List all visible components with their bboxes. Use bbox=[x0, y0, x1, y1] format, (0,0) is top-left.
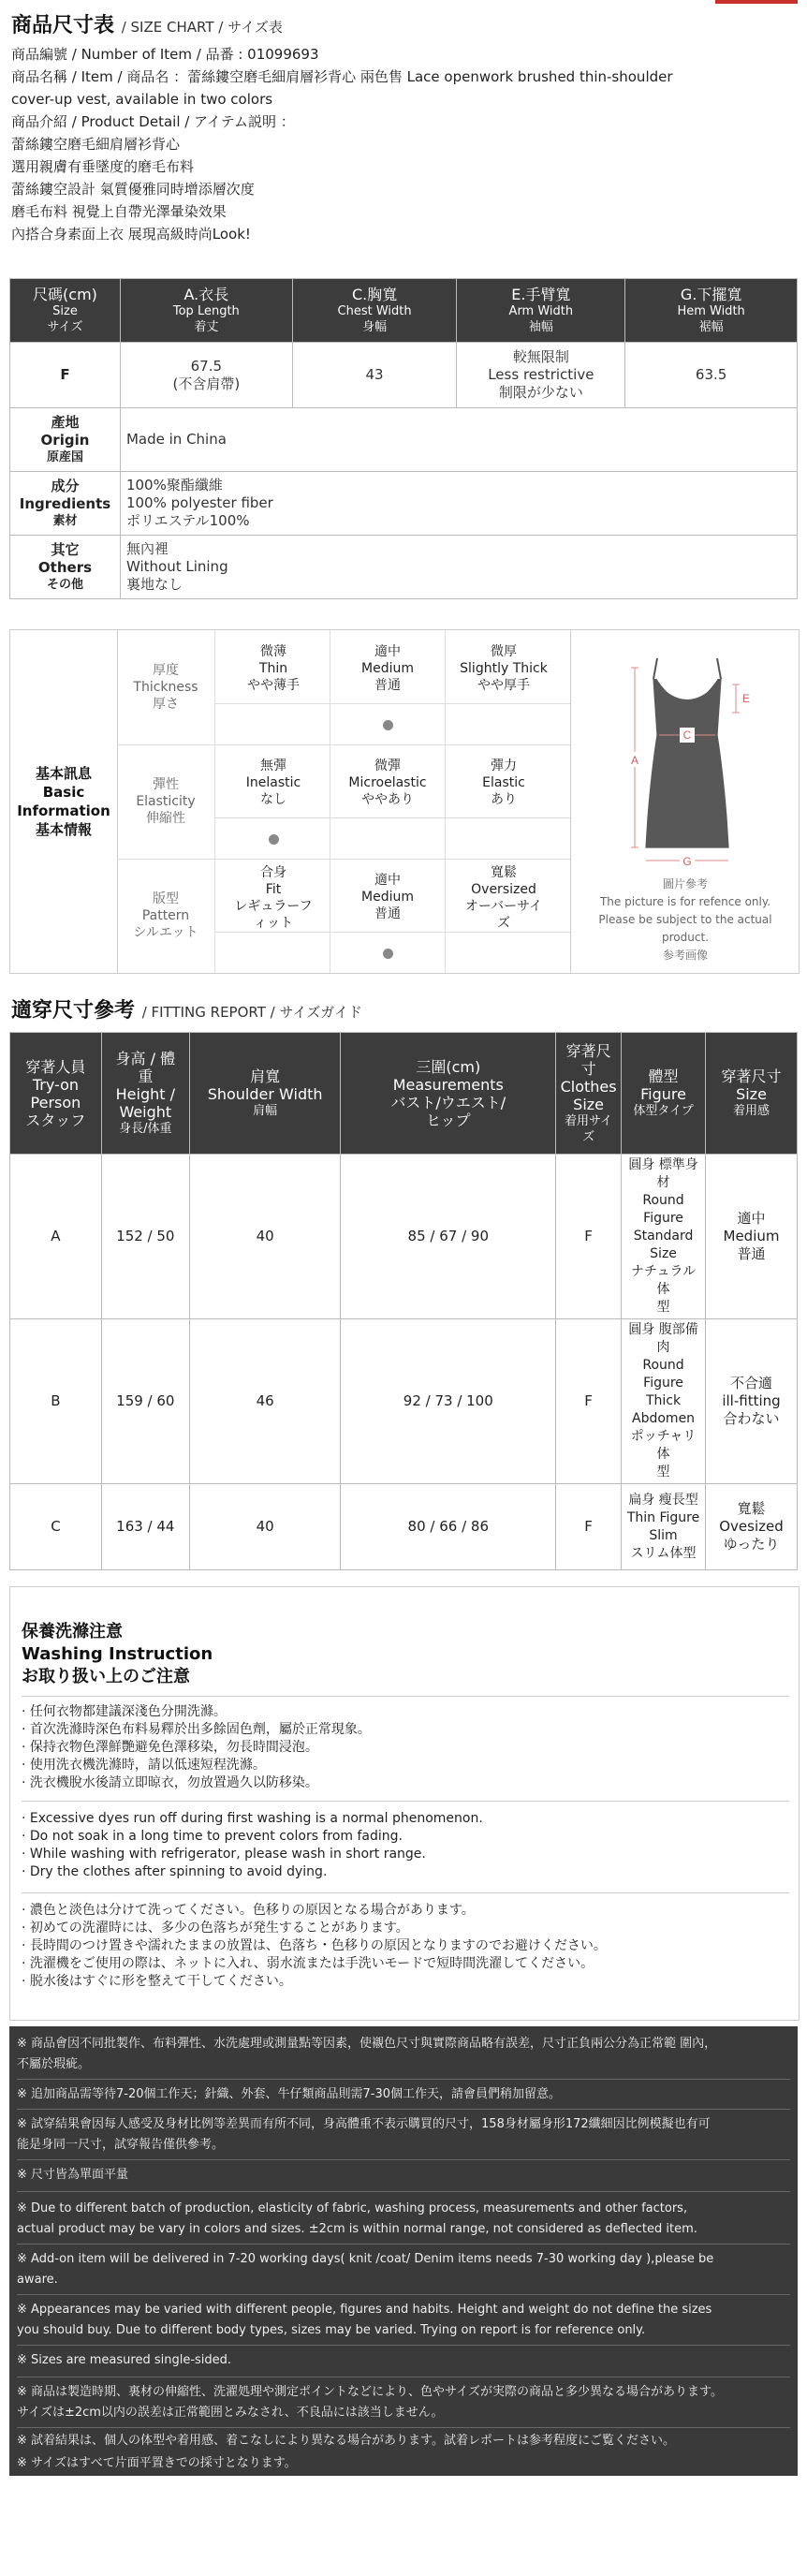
basic-info-panel bbox=[9, 629, 800, 974]
tank-dress-icon bbox=[571, 630, 800, 874]
header-chest: C.胸寬 Chest Width 身幅 bbox=[292, 279, 457, 343]
product-detail-label: 商品介紹 / Product Detail / アイテム説明 ： bbox=[11, 113, 295, 130]
fitting-row bbox=[10, 1319, 798, 1484]
divider bbox=[117, 744, 570, 745]
divider bbox=[214, 630, 215, 973]
product-info bbox=[11, 43, 798, 245]
header-fit: 穿著尺寸 Size 着用感 bbox=[706, 1033, 798, 1155]
arm-value: 較無限制 Less restrictive 制限が少ない bbox=[457, 343, 625, 408]
figure-type: 圓身 腹部備 肉 Round Figure Thick Abdomen ポッチャリ体 型 bbox=[622, 1319, 706, 1484]
divider bbox=[17, 2191, 790, 2192]
note-line: actual product may be vary in colors and sizes. ±2cm is within normal range, not considered as deflected item. bbox=[17, 2222, 697, 2236]
thickness-option-thick: 微厚 Slightly Thick やや厚手 bbox=[460, 644, 548, 693]
fit-result: 不合適 ill-fitting 合わない bbox=[706, 1319, 798, 1484]
header-length: A.衣長 Top Length 着丈 bbox=[120, 279, 292, 343]
divider bbox=[17, 2427, 790, 2428]
measurements: 92 / 73 / 100 bbox=[341, 1319, 556, 1484]
ingredients-value: 100%聚酯纖維 100% polyester fiber ポリエステル100% bbox=[120, 472, 797, 536]
person-b: B bbox=[10, 1319, 102, 1484]
shoulder-width: 46 bbox=[189, 1319, 341, 1484]
fitting-table bbox=[9, 1032, 798, 1570]
divider bbox=[22, 1696, 789, 1697]
pattern-option-oversized: 寬鬆 Oversized オーバーサイ ズ bbox=[464, 865, 543, 931]
note-line: ※ 商品は製造時期、裏材の伸縮性、洗濯処理や測定ポイントなどにより、色やサイズが実際の商品と多少異なる場合があります。 bbox=[17, 2385, 723, 2399]
ingredients-row bbox=[10, 472, 798, 536]
fitting-title bbox=[11, 994, 362, 1023]
figure-caption: 圖片參考 The picture is for refence only. Please be subject to the actual product. 参考画像 bbox=[598, 877, 772, 962]
measurements: 80 / 66 / 86 bbox=[341, 1484, 556, 1570]
fitting-row bbox=[10, 1155, 798, 1319]
ingredients-label: 成分 Ingredients 素材 bbox=[10, 472, 121, 536]
basic-info-heading: 基本訊息 Basic Information 基本情報 bbox=[17, 765, 110, 838]
divider bbox=[17, 2244, 790, 2245]
person-a: A bbox=[10, 1155, 102, 1319]
product-detail-line: 蕾絲鏤空磨毛細肩層衫背心 bbox=[11, 136, 181, 153]
divider bbox=[22, 1801, 789, 1802]
elasticity-label: 彈性 Elasticity 伸縮性 bbox=[136, 777, 196, 826]
measurements: 85 / 67 / 90 bbox=[341, 1155, 556, 1319]
item-number: 商品編號 / Number of Item / 品番 : 01099693 bbox=[11, 46, 319, 63]
person-c: C bbox=[10, 1484, 102, 1570]
origin-value: Made in China bbox=[120, 408, 797, 472]
divider bbox=[17, 2345, 790, 2346]
note-line: you should buy. Due to different body types, sizes may be varied. Trying on report is for reference only. bbox=[17, 2323, 646, 2337]
divider bbox=[214, 932, 570, 933]
page-subtitle: / SIZE CHART / サイズ表 bbox=[121, 19, 283, 36]
pattern-option-fit: 合身 Fit レギュラーフ ィット bbox=[234, 865, 313, 931]
thickness-option-thin: 微薄 Thin やや薄手 bbox=[247, 644, 300, 693]
selected-dot bbox=[383, 949, 393, 959]
divider bbox=[17, 2294, 790, 2295]
note-line: aware. bbox=[17, 2273, 58, 2287]
header-measurements: 三圍(cm) Measurements バスト/ウエスト/ ヒップ bbox=[341, 1033, 556, 1155]
note-line: ※ サイズはすべて片面平置きでの採寸となります。 bbox=[17, 2456, 297, 2470]
others-value: 無內裡 Without Lining 裏地なし bbox=[120, 536, 797, 599]
size-table bbox=[9, 278, 798, 599]
divider bbox=[22, 1892, 789, 1893]
label-g: G bbox=[682, 855, 692, 868]
washing-ja: · 濃色と淡色は分けて洗ってください。色移りの原因となる場合があります。 · 初めての洗濯時には、多少の色落ちが発生することがあります。 · 長時間のつけ置きや濡れたままの放置は、色落ち・色移りの原因となりますのでお避けください。 · 洗濯機をご使用の際は、ネットに入れ、弱水流または手洗いモードで短時間洗濯してください。 · 脱水後はすぐに形を整えて干してください。 bbox=[22, 1903, 607, 1989]
length-value: 67.5 (不含肩帶) bbox=[120, 343, 292, 408]
washing-en: · Excessive dyes run off during first washing is a normal phenomenon. · Do not soak in a long time to prevent colors from fading. · While washing with refrigerator, please wash in short range. · Dry the clothes after spinning to avoid dying. bbox=[22, 1811, 483, 1879]
note-line: ※ 商品會因不同批製作、布料彈性、水洗處理或測量點等因素，使襯色尺寸與實際商品略有誤差，尺寸正負兩公分為正常範 圍內， bbox=[17, 2037, 717, 2051]
note-line: サイズは±2cm以内の誤差は正常範囲とみなされ、不良品には該当しません。 bbox=[17, 2406, 444, 2420]
divider bbox=[17, 2159, 790, 2160]
notes-panel bbox=[9, 2026, 798, 2476]
page-title-text: 商品尺寸表 bbox=[11, 14, 115, 37]
note-line: ※ Due to different batch of production, elasticity of fabric, washing process, measurements and other factors, bbox=[17, 2201, 688, 2215]
fitting-row bbox=[10, 1484, 798, 1570]
top-accent-bar bbox=[715, 0, 798, 4]
pattern-option-medium: 適中 Medium 普通 bbox=[361, 873, 414, 921]
divider bbox=[445, 630, 446, 973]
page-title bbox=[11, 9, 283, 38]
header-height-weight: 身高 / 體 重 Height / Weight 身長/体重 bbox=[101, 1033, 189, 1155]
size-value: F bbox=[10, 343, 121, 408]
product-detail-line: 磨毛布料 視覺上自帶光澤暈染效果 bbox=[11, 203, 227, 220]
thickness-label: 厚度 Thickness 厚さ bbox=[133, 663, 198, 712]
hem-value: 63.5 bbox=[625, 343, 798, 408]
elasticity-option-elastic: 彈力 Elastic あり bbox=[482, 758, 525, 807]
header-arm: E.手臂寬 Arm Width 袖幅 bbox=[457, 279, 625, 343]
others-row bbox=[10, 536, 798, 599]
header-figure: 體型 Figure 体型タイプ bbox=[622, 1033, 706, 1155]
height-weight: 152 / 50 bbox=[101, 1155, 189, 1319]
washing-zh: · 任何衣物都建議深淺色分開洗滌。 · 首次洗滌時深色布料易釋於出多餘固色劑，屬於正常現象。 · 保持衣物色澤鮮艷避免色澤移染，勿長時間浸泡。 · 使用洗衣機洗滌時，請以低速短程洗滌。 · 洗衣機脫水後請立即晾衣，勿放置過久以防移染。 bbox=[22, 1704, 371, 1790]
fitting-subtitle: / FITTING REPORT / サイズガイド bbox=[141, 1004, 362, 1021]
divider bbox=[17, 2079, 790, 2080]
height-weight: 159 / 60 bbox=[101, 1319, 189, 1484]
fitting-title-text: 適穿尺寸參考 bbox=[11, 999, 136, 1023]
note-line: ※ 追加商品需等待7-20個工作天；針織、外套、牛仔類商品則需7-30個工作天，請會員們稍加留意。 bbox=[17, 2087, 562, 2101]
size-row bbox=[10, 343, 798, 408]
divider bbox=[117, 859, 570, 860]
note-line: ※ 試着結果は、個人の体型や着用感、着こなしにより異なる場合があります。試着レポートは参考程度にご覧ください。 bbox=[17, 2434, 675, 2448]
others-label: 其它 Others その他 bbox=[10, 536, 121, 599]
height-weight: 163 / 44 bbox=[101, 1484, 189, 1570]
figure-type: 扁身 瘦長型 Thin Figure Slim スリム体型 bbox=[622, 1484, 706, 1570]
divider bbox=[214, 703, 570, 704]
header-hem: G.下擺寬 Hem Width 裾幅 bbox=[625, 279, 798, 343]
note-line: ※ Appearances may be varied with different people, figures and habits. Height and weight do not define the sizes bbox=[17, 2303, 712, 2317]
product-detail-line: 選用親膚有垂墜度的磨毛布料 bbox=[11, 158, 195, 175]
item-name: 商品名稱 / Item / 商品名 ：蕾絲鏤空磨毛細肩層衫背心 兩色售 Lace openwork brushed thin-shoulder bbox=[11, 68, 673, 85]
label-e: E bbox=[741, 692, 751, 705]
size-table-header bbox=[10, 279, 798, 343]
divider bbox=[214, 817, 570, 818]
fit-result: 適中 Medium 普通 bbox=[706, 1155, 798, 1319]
shoulder-width: 40 bbox=[189, 1484, 341, 1570]
note-line: ※ 尺寸皆為單面平量 bbox=[17, 2168, 129, 2182]
elasticity-option-inelastic: 無彈 Inelastic なし bbox=[245, 758, 301, 807]
elasticity-option-micro: 微彈 Microelastic ややあり bbox=[348, 758, 427, 807]
chest-value: 43 bbox=[292, 343, 457, 408]
header-shoulder: 肩寬 Shoulder Width 肩幅 bbox=[189, 1033, 341, 1155]
washing-card bbox=[9, 1586, 800, 2021]
origin-row bbox=[10, 408, 798, 472]
header-size: 尺碼(cm) Size サイズ bbox=[10, 279, 121, 343]
fitting-header bbox=[10, 1033, 798, 1155]
header-clothes-size: 穿著尺 寸 Clothes Size 着用サイ ズ bbox=[556, 1033, 622, 1155]
product-detail-line: 內搭合身素面上衣 展現高級時尚Look! bbox=[11, 226, 251, 243]
note-line: ※ Add-on item will be delivered in 7-20 working days( knit /coat/ Denim items needs 7-30 working day ),please be bbox=[17, 2252, 714, 2266]
item-name-cont: cover-up vest, available in two colors bbox=[11, 91, 273, 108]
label-a: A bbox=[630, 754, 639, 767]
attribute-grid bbox=[117, 630, 570, 973]
note-line: 能是身同一尺寸，試穿報告僅供參考。 bbox=[17, 2138, 225, 2152]
shoulder-width: 40 bbox=[189, 1155, 341, 1319]
fit-result: 寬鬆 Ovesized ゆったり bbox=[706, 1484, 798, 1570]
figure-type: 圓身 標準身 材 Round Figure Standard Size ナチュラル体 型 bbox=[622, 1155, 706, 1319]
clothes-size: F bbox=[556, 1319, 622, 1484]
washing-title: 保養洗滌注意 Washing Instruction お取り扱い上のご注意 bbox=[22, 1622, 213, 1686]
header-person: 穿著人員 Try-on Person スタッフ bbox=[10, 1033, 102, 1155]
garment-figure bbox=[570, 630, 800, 973]
origin-label: 產地 Origin 原産国 bbox=[10, 408, 121, 472]
divider bbox=[17, 2109, 790, 2110]
note-line: 不屬於瑕疵。 bbox=[17, 2057, 91, 2071]
selected-dot bbox=[383, 720, 393, 730]
product-detail-line: 蕾絲鏤空設計 氣質優雅同時增添層次度 bbox=[11, 181, 255, 198]
clothes-size: F bbox=[556, 1155, 622, 1319]
note-line: ※ 試穿結果會因每人感受及身材比例等差異而有所不同，身高體重不表示購買的尺寸，158身材屬身形172纖細因比例模擬也有可 bbox=[17, 2117, 711, 2131]
thickness-option-medium: 適中 Medium 普通 bbox=[361, 644, 414, 693]
clothes-size: F bbox=[556, 1484, 622, 1570]
label-c: C bbox=[682, 729, 692, 742]
note-line: ※ Sizes are measured single-sided. bbox=[17, 2353, 232, 2367]
pattern-label: 版型 Pattern シルエット bbox=[133, 891, 198, 940]
selected-dot bbox=[269, 834, 279, 845]
